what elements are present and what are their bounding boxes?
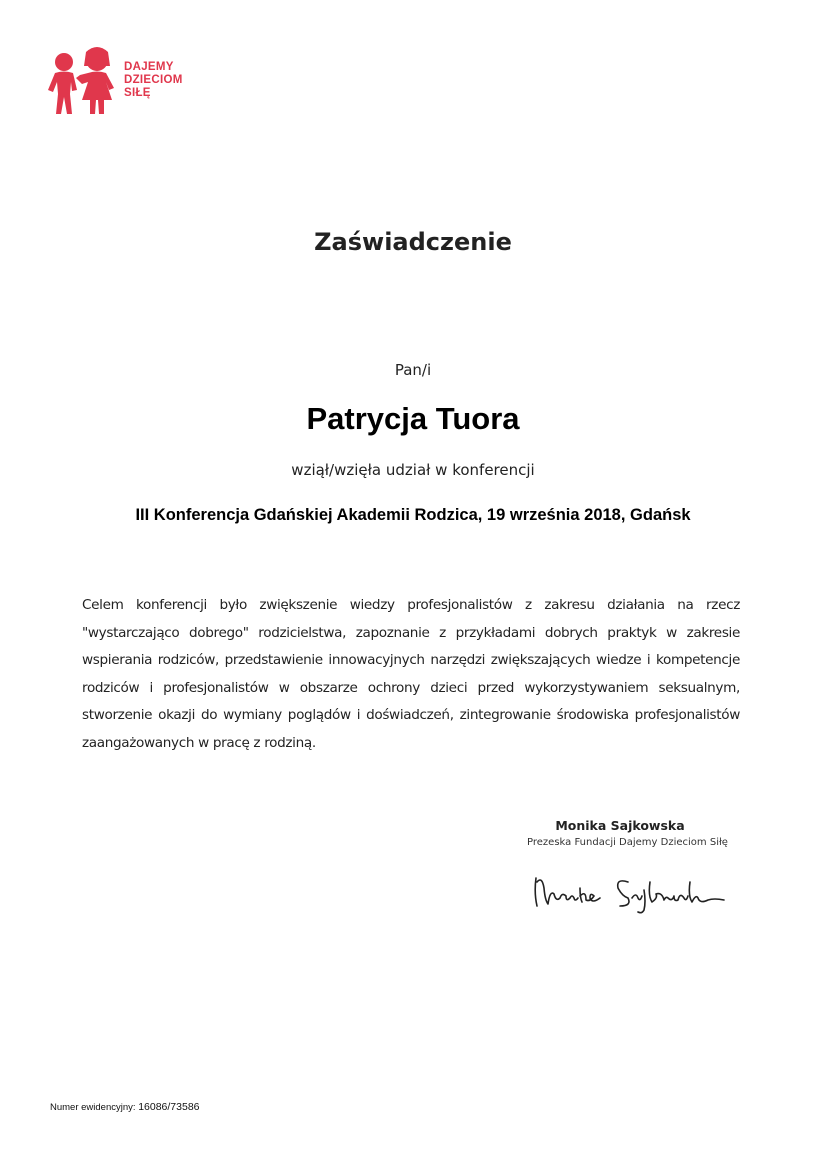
- recipient-name: Patrycja Tuora: [306, 401, 520, 436]
- children-holding-hands-icon: [44, 44, 124, 120]
- logo-text-line: DAJEMY: [124, 61, 174, 73]
- salutation: Pan/i: [394, 361, 432, 379]
- record-number: [50, 1101, 200, 1113]
- logo-text-line: DZIECIOM: [124, 74, 183, 86]
- signatory-role: Prezeska Fundacji Dajemy Dzieciom Siłę: [527, 837, 728, 848]
- participation-text: wziął/wzięła udział w konferencji: [291, 461, 535, 479]
- logo-text: [124, 61, 183, 100]
- handwritten-signature: [528, 868, 733, 918]
- conference-name: III Konferencja Gdańskiej Akademii Rodzica, 19 września 2018, Gdańsk: [135, 506, 691, 524]
- document-title: Zaświadczenie: [314, 228, 512, 256]
- record-number-value: 16086/73586: [138, 1101, 200, 1113]
- logo-text-line: SIŁĘ: [124, 87, 151, 99]
- conference-description: Celem konferencji było zwiększenie wiedzy profesjonalistów z zakresu działania na rzecz "wystarczająco dobrego" rodzicielstwa, zapoznanie z przykładami dobrych praktyk w zakresie wspierania rodziców, przedstawienie innowacyjnych narzędzi zwiększających wiedze i kompetencje rodziców i profesjonalistów w obszarze ochrony dzieci przed wykorzystywaniem seksualnym, stworzenie okazji do wymiany poglądów i doświadczeń, zintegrowanie środowiska profesjonalistów zaangażowanych w pracę z rodziną.: [82, 597, 740, 751]
- signatory-name: Monika Sajkowska: [555, 818, 685, 833]
- foundation-logo: [44, 44, 204, 120]
- record-number-label: Numer ewidencyjny:: [50, 1102, 136, 1113]
